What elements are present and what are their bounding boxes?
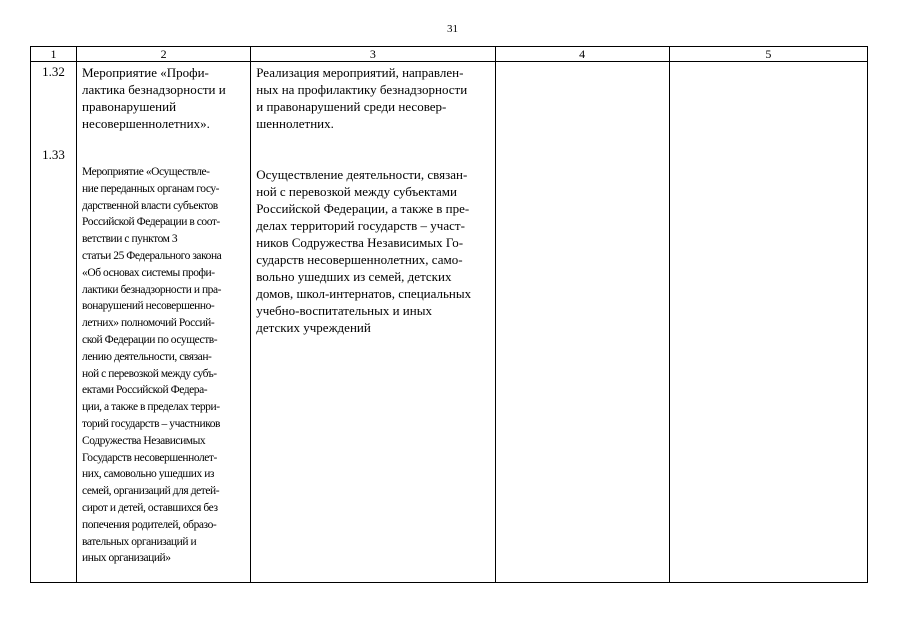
measure-description-line: делах территорий государств – участ- [256,218,465,233]
measure-description-line: ников Содружества Независимых Го- [256,235,464,250]
measure-name-line: несовершеннолетних». [82,116,210,131]
measure-name-line: ветствии с пунктом 3 [82,233,178,246]
measure-name-line: дарственной власти субъектов [82,199,218,212]
measures-table [30,46,868,583]
measure-name-line: «Об основах системы профи- [82,266,215,279]
measure-description-line: Реализация мероприятий, направлен- [256,65,464,80]
measure-name-line: иных организаций» [82,552,171,565]
measure-name-line: правонарушений [82,99,177,114]
measure-name-line: Российской Федерации в соот- [82,216,220,229]
item-number: 1.32 [42,64,65,79]
measure-description-cell [251,62,495,583]
measure-description-line: и правонарушений среди несовер- [256,99,447,114]
measure-name-line: них, самовольно ушедших из [82,468,214,481]
header-col-4: 4 [495,47,669,62]
measure-description-line: Осуществление деятельности, связан- [256,167,468,182]
header-col-5: 5 [669,47,867,62]
column-5-cell [669,62,867,583]
measure-name-line: ской Федерации по осуществ- [82,333,218,346]
measure-description-line: домов, школ-интернатов, специальных [256,286,472,301]
measure-name-line: сирот и детей, оставшихся без [82,501,218,514]
measure-name-line: вательных организаций и [82,535,197,548]
measure-name-line: статьи 25 Федерального закона [82,249,222,262]
measure-description [256,64,494,132]
measure-name-line: лактики безнадзорности и пра- [82,283,222,296]
table-row [31,62,868,583]
measure-description-line: детских учреждений [256,320,371,335]
measure-name-line: ектами Российской Федера- [82,384,208,397]
measure-description-line: Российской Федерации, а также в пре- [256,201,470,216]
header-col-1: 1 [31,47,77,62]
measure-name-line: лактика безнадзорности и [82,82,226,97]
header-col-2: 2 [77,47,251,62]
measure-description-line: сударств несовершеннолетних, само- [256,252,463,267]
measure-description-line: вольно ушедших из семей, детских [256,269,452,284]
measure-name-line: вонарушений несовершенно- [82,300,215,313]
page-number: 31 [447,23,458,35]
measure-description-line: шеннолетних. [256,116,334,131]
header-col-3: 3 [251,47,495,62]
measure-name-line: ние переданных органам госу- [82,182,220,195]
measure-name-line: Мероприятие «Осуществле- [82,166,210,178]
measure-name-line: Государств несовершеннолет- [82,451,217,464]
measure-name-line: Мероприятие «Профи- [82,65,209,80]
measure-name-line: ции, а также в пределах терри- [82,401,220,414]
item-number: 1.33 [42,147,65,162]
measure-name [82,164,246,567]
item-number-cell [31,62,77,583]
column-4-cell [495,62,669,583]
measure-name-line: лению деятельности, связан- [82,350,212,363]
measure-description-line: ных на профилактику безнадзорности [256,82,468,97]
measure-description-line: ной с перевозкой между субъектами [256,184,457,199]
measure-name-line: попечения родителей, образо- [82,518,217,531]
measure-name-line: семей, организаций для детей- [82,485,220,498]
measure-description-line: учебно-воспитательных и иных [256,303,432,318]
measure-name-cell [77,62,251,583]
measure-name-line: ной с перевозкой между субъ- [82,367,217,380]
measure-name-line: торий государств – участников [82,417,221,430]
header-row [31,47,868,62]
measure-name [82,64,246,132]
measure-description [256,166,494,336]
measure-name-line: летних» полномочий Россий- [82,317,215,330]
measure-name-line: Содружества Независимых [82,434,206,447]
